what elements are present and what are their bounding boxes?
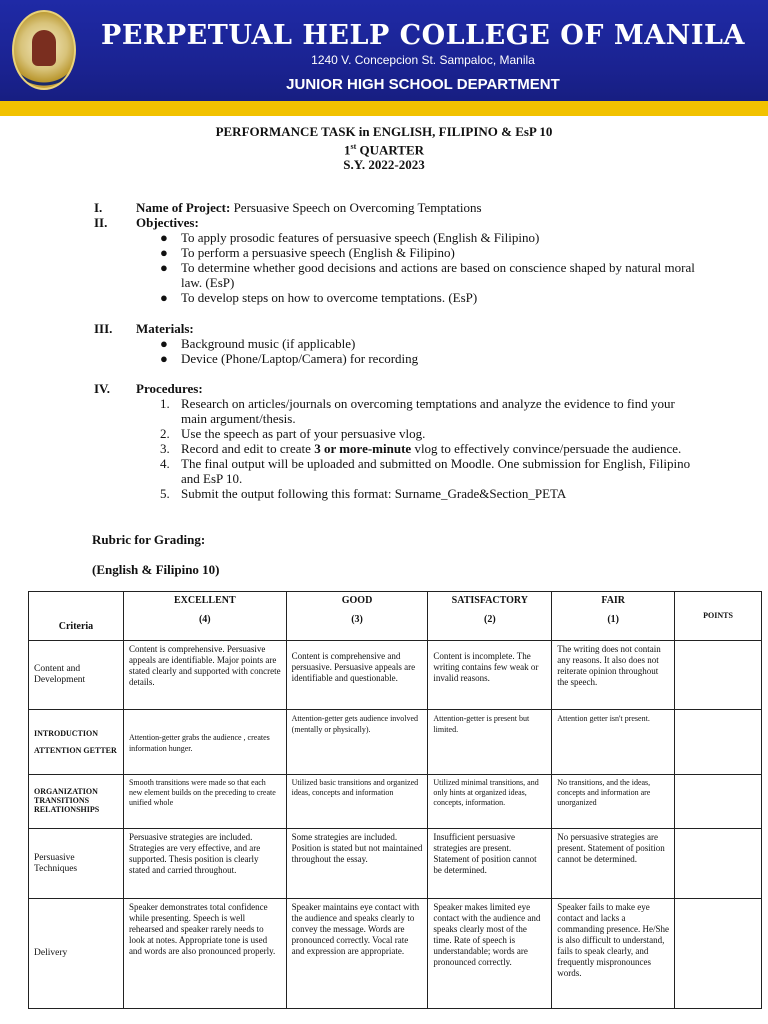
points-cell[interactable] [675, 775, 762, 829]
banner-stripe [0, 101, 768, 116]
list-item: ● Device (Phone/Laptop/Camera) for recording [160, 351, 419, 366]
criteria-cell: Persuasive Techniques [29, 829, 124, 899]
list-item: 2. Use the speech as part of your persuasive vlog. [160, 426, 426, 441]
good-cell: Content is comprehensive and persuasive. Persuasive appeals are identifiable and questionable. [286, 641, 428, 710]
points-cell[interactable] [675, 899, 762, 1009]
school-department: JUNIOR HIGH SCHOOL DEPARTMENT [286, 76, 560, 93]
excellent-cell: Smooth transitions were made so that each new element builds on the preceding to create unified whole [123, 775, 286, 829]
list-item: ● To develop steps on how to overcome temptations. (EsP) [160, 290, 478, 305]
satisfactory-cell: Speaker makes limited eye contact with the audience and speaks clearly most of the time. Rate of speech is understandable; words are pronounced correctly. [428, 899, 552, 1009]
satisfactory-cell: Insufficient persuasive strategies are present. Statement of position cannot be determined. [428, 829, 552, 899]
table-row [29, 899, 762, 1009]
materials-list [160, 336, 700, 366]
table-row [29, 775, 762, 829]
list-item: 5. Submit the output following this format: Surname_Grade&Section_PETA [160, 486, 567, 501]
rubric-heading: Rubric for Grading: [92, 532, 206, 547]
list-item: ● To perform a persuasive speech (English & Filipino) [160, 245, 455, 260]
criteria-cell: INTRODUCTION ATTENTION GETTER [29, 710, 124, 775]
list-item: 1. Research on articles/journals on overcoming temptations and analyze the evidence to find your main argument/thesis. [160, 396, 675, 426]
fair-cell: Speaker fails to make eye contact and lacks a commanding presence. He/She is also difficult to understand, fails to speak clearly, and frequently mispronounces words. [552, 899, 675, 1009]
rubric-subheading: (English & Filipino 10) [92, 562, 220, 577]
bullet-icon: ● [160, 245, 168, 260]
objectives-label: Objectives: [136, 215, 199, 230]
table-row [29, 829, 762, 899]
satisfactory-cell: Attention-getter is present but limited. [428, 710, 552, 775]
school-banner [0, 0, 768, 116]
title-line1: PERFORMANCE TASK in ENGLISH, FILIPINO & EsP 10 [215, 124, 553, 139]
header-good: GOOD (3) [286, 592, 428, 641]
excellent-cell: Attention-getter grabs the audience , creates information hunger. [123, 710, 286, 775]
excellent-cell: Content is comprehensive. Persuasive appeals are identifiable. Major points are stated clearly and supported with concrete details. [123, 641, 286, 710]
good-cell: Speaker maintains eye contact with the audience and speaks clearly to convey the message. Words are pronounced correctly. Vocal rate and expression are appropriate. [286, 899, 428, 1009]
procedures-list [160, 396, 700, 501]
roman-numeral: III. [94, 321, 113, 336]
bullet-icon: ● [160, 336, 168, 351]
title-quarter: 1st QUARTER [343, 142, 425, 158]
title-school-year: S.Y. 2022-2023 [343, 157, 425, 173]
list-item: ● Background music (if applicable) [160, 336, 356, 351]
list-item: 3. Record and edit to create 3 or more-minute vlog to effectively convince/persuade the audience. [160, 441, 682, 456]
points-cell[interactable] [675, 641, 762, 710]
school-address: 1240 V. Concepcion St. Sampaloc, Manila [311, 53, 535, 67]
procedures-label: Procedures: [136, 381, 203, 396]
criteria-cell: Delivery [29, 899, 124, 1009]
rubric-table [28, 591, 762, 1009]
seal-figure [32, 30, 56, 66]
header-excellent: EXCELLENT (4) [123, 592, 286, 641]
header-criteria: Criteria [29, 592, 124, 641]
list-item: 4. The final output will be uploaded and submitted on Moodle. One submission for English, Filipino and EsP 10. [160, 456, 691, 486]
excellent-cell: Speaker demonstrates total confidence while presenting. Speech is well rehearsed and speaker rarely needs to look at notes. Appropriate tone is used and words are also pronounced properly. [123, 899, 286, 1009]
criteria-cell: ORGANIZATION TRANSITIONS RELATIONSHIPS [29, 775, 124, 829]
roman-numeral: I. [94, 200, 103, 215]
good-cell: Attention-getter gets audience involved (mentally or physically). [286, 710, 428, 775]
good-cell: Utilized basic transitions and organized ideas, concepts and information [286, 775, 428, 829]
school-seal-icon [12, 10, 76, 90]
table-header-row [29, 592, 762, 641]
table-row [29, 710, 762, 775]
header-satisfactory: SATISFACTORY (2) [428, 592, 552, 641]
bullet-icon: ● [160, 260, 168, 275]
list-item: ● To determine whether good decisions and actions are based on conscience shaped by natural moral law. (EsP) [160, 260, 695, 290]
document-title [0, 124, 768, 172]
good-cell: Some strategies are included. Position is stated but not maintained throughout the essay. [286, 829, 428, 899]
list-item: ● To apply prosodic features of persuasive speech (English & Filipino) [160, 230, 540, 245]
header-points: POINTS [675, 592, 762, 641]
criteria-cell: Content and Development [29, 641, 124, 710]
bullet-icon: ● [160, 351, 168, 366]
project-line: Name of Project: Persuasive Speech on Overcoming Temptations [136, 200, 482, 215]
objectives-list [160, 230, 700, 305]
header-fair: FAIR (1) [552, 592, 675, 641]
fair-cell: Attention getter isn't present. [552, 710, 675, 775]
bullet-icon: ● [160, 290, 168, 305]
points-cell[interactable] [675, 829, 762, 899]
fair-cell: No persuasive strategies are present. Statement of position cannot be determined. [552, 829, 675, 899]
fair-cell: No transitions, and the ideas, concepts and information are unorganized [552, 775, 675, 829]
roman-numeral: IV. [94, 381, 111, 396]
satisfactory-cell: Content is incomplete. The writing contains few weak or invalid reasons. [428, 641, 552, 710]
roman-numeral: II. [94, 215, 108, 230]
bullet-icon: ● [160, 230, 168, 245]
points-cell[interactable] [675, 710, 762, 775]
excellent-cell: Persuasive strategies are included. Strategies are very effective, and are supported. Thesis position is clearly stated and carried throughout. [123, 829, 286, 899]
table-row [29, 641, 762, 710]
materials-label: Materials: [136, 321, 194, 336]
school-name: PERPETUAL HELP COLLEGE OF MANILA [101, 20, 745, 51]
satisfactory-cell: Utilized minimal transitions, and only hints at organized ideas, concepts, information. [428, 775, 552, 829]
fair-cell: The writing does not contain any reasons. It also does not reiterate opinion throughout the speech. [552, 641, 675, 710]
